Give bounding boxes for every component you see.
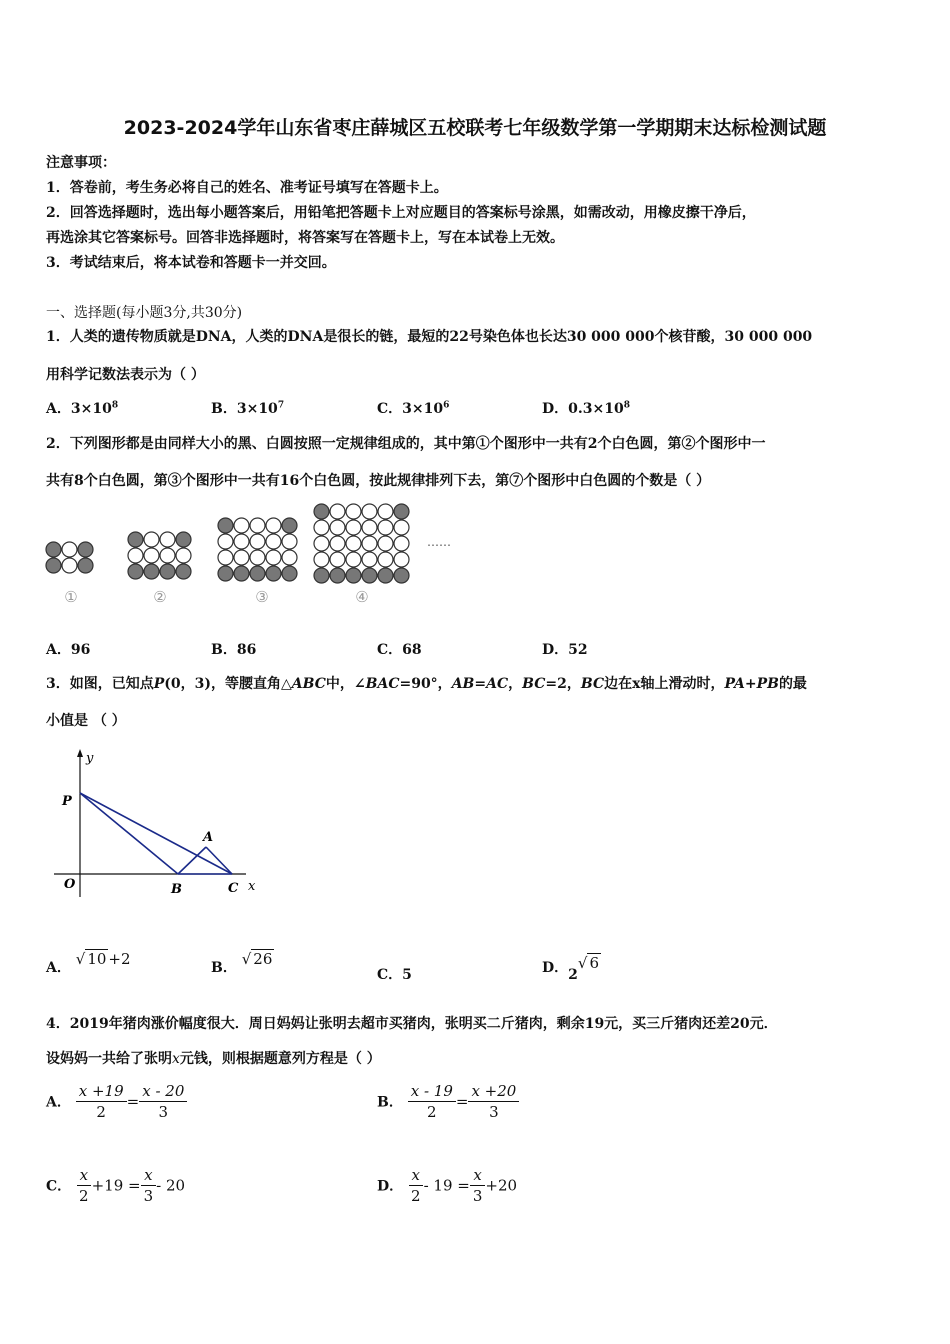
black-circle [330, 568, 345, 583]
white-circle [314, 552, 329, 567]
black-circle [362, 568, 377, 583]
label-c: C [228, 881, 239, 896]
q1-option-b[interactable]: B．$3\times 10^7$ [211, 400, 285, 417]
white-circle [394, 520, 409, 535]
white-circle [314, 520, 329, 535]
black-circle [218, 566, 233, 581]
white-circle [362, 552, 377, 567]
q2-figure-4 [314, 504, 409, 583]
q2-circle-figures [40, 498, 470, 618]
white-circle [266, 550, 281, 565]
q1-option-c[interactable]: C．$3\times 10^6$ [377, 400, 450, 417]
black-circle [346, 568, 361, 583]
white-circle [394, 552, 409, 567]
q3-option-d[interactable]: D．2√ 6 [542, 954, 599, 983]
q2-figure-label-1: ① [64, 588, 78, 606]
page-title: 2023-2024学年山东省枣庄薛城区五校联考七年级数学第一学期期末达标检测试题 [123, 117, 827, 139]
label-a: A [203, 830, 214, 845]
white-circle [234, 518, 249, 533]
black-circle [78, 542, 93, 557]
y-axis-arrow [77, 749, 83, 757]
black-circle [394, 568, 409, 583]
white-circle [330, 520, 345, 535]
black-circle [394, 504, 409, 519]
black-circle [282, 518, 297, 533]
q1-option-a[interactable]: A．$3\times 10^8$ [46, 400, 119, 417]
label-o: O [64, 877, 76, 892]
white-circle [362, 520, 377, 535]
black-circle [378, 568, 393, 583]
q2-figure-3 [218, 518, 297, 581]
white-circle [378, 536, 393, 551]
white-circle [282, 550, 297, 565]
q3-option-b[interactable]: B． √ 26 [211, 950, 273, 976]
white-circle [144, 532, 159, 547]
white-circle [378, 520, 393, 535]
segment-pb [80, 793, 178, 874]
white-circle [330, 552, 345, 567]
black-circle [78, 558, 93, 573]
q4-stem-line2: 设妈妈一共给了张明x元钱，则根据题意列方程是（ ） [46, 1051, 381, 1067]
q2-figure-label-4: ④ [355, 588, 369, 606]
q2-option-d[interactable]: D．52 [542, 642, 588, 658]
q3-option-a[interactable]: A． √ 10 +2 [46, 950, 131, 976]
label-x: x [248, 879, 256, 894]
black-circle [144, 564, 159, 579]
q3-geometry-figure [46, 745, 276, 905]
white-circle [218, 534, 233, 549]
white-circle [394, 536, 409, 551]
black-circle [160, 564, 175, 579]
sqrt-expression: √ 26 [241, 950, 273, 968]
white-circle [314, 536, 329, 551]
black-circle [266, 566, 281, 581]
black-circle [128, 564, 143, 579]
q1-stem-line1: 1．人类的遗传物质就是DNA，人类的DNA是很长的链，最短的22号染色体也长达30 000 000个核苷酸，30 000 000 [46, 329, 813, 345]
white-circle [346, 520, 361, 535]
note-item-2-cont: 再选涂其它答案标号。回答非选择题时，将答案写在答题卡上，写在本试卷上无效。 [46, 230, 564, 246]
q3-stem-line1: 3．如图，已知点P(0，3)，等腰直角△ABC中，∠BAC=90°，AB=AC，BC=2，BC边在x轴上滑动时，PA+PB的最 [46, 676, 807, 692]
black-circle [314, 504, 329, 519]
q2-option-a[interactable]: A．96 [46, 642, 91, 658]
black-circle [250, 566, 265, 581]
white-circle [250, 518, 265, 533]
white-circle [234, 534, 249, 549]
q2-option-c[interactable]: C．68 [377, 642, 422, 658]
white-circle [266, 534, 281, 549]
q3-option-c[interactable]: C．5 [377, 967, 412, 983]
white-circle [144, 548, 159, 563]
white-circle [266, 518, 281, 533]
segment-ac [206, 847, 232, 874]
q4-option-b[interactable]: B． $\frac{x - 19}{2}$ = $\frac{x +20}{3}$ [377, 1082, 519, 1121]
white-circle [346, 536, 361, 551]
q4-option-a[interactable]: A． $\frac{x +19}{2}$ = $\frac{x - 20}{3}$ [46, 1082, 187, 1121]
white-circle [346, 504, 361, 519]
q1-stem-line2: 用科学记数法表示为（ ） [46, 367, 205, 383]
white-circle [160, 548, 175, 563]
black-circle [176, 532, 191, 547]
black-circle [46, 558, 61, 573]
white-circle [128, 548, 143, 563]
white-circle [378, 552, 393, 567]
q3-stem-line2: 小值是 （ ） [46, 713, 126, 729]
label-b: B [171, 882, 182, 897]
q2-figure-1 [46, 542, 93, 573]
note-item-1: 1．答卷前，考生务必将自己的姓名、准考证号填写在答题卡上。 [46, 180, 448, 196]
white-circle [234, 550, 249, 565]
white-circle [218, 550, 233, 565]
segment-ba [178, 847, 206, 874]
white-circle [250, 550, 265, 565]
white-circle [62, 542, 77, 557]
q2-ellipsis: …… [427, 535, 451, 549]
q2-stem-line2: 共有8个白色圆，第③个图形中一共有16个白色圆，按此规律排列下去，第⑦个图形中白色圆的个数是（ ） [46, 473, 711, 489]
black-circle [128, 532, 143, 547]
black-circle [314, 568, 329, 583]
white-circle [330, 504, 345, 519]
black-circle [282, 566, 297, 581]
q2-stem-line1: 2．下列图形都是由同样大小的黑、白圆按照一定规律组成的，其中第①个图形中一共有2个白色圆，第②个图形中一 [46, 436, 766, 452]
white-circle [362, 536, 377, 551]
white-circle [330, 536, 345, 551]
white-circle [362, 504, 377, 519]
section-heading: 一、选择题(每小题3分,共30分) [46, 305, 243, 321]
black-circle [234, 566, 249, 581]
q2-option-b[interactable]: B．86 [211, 642, 257, 658]
black-circle [218, 518, 233, 533]
q2-figure-label-3: ③ [255, 588, 269, 606]
white-circle [250, 534, 265, 549]
white-circle [176, 548, 191, 563]
sqrt-expression: √ 6 [577, 954, 599, 972]
black-circle [176, 564, 191, 579]
sqrt-expression: √ 10 +2 [75, 950, 131, 968]
white-circle [62, 558, 77, 573]
black-circle [46, 542, 61, 557]
note-item-2: 2．回答选择题时，选出每小题答案后，用铅笔把答题卡上对应题目的答案标号涂黑，如需改动，用橡皮擦干净后， [46, 205, 756, 221]
q1-option-d[interactable]: D．$0.3\times 10^8$ [542, 400, 630, 417]
notes-heading: 注意事项： [46, 155, 116, 171]
q4-option-c[interactable]: C． $\frac{x}{2}$ +19 = $\frac{x}{3}$ - 20 [46, 1166, 186, 1205]
q4-option-d[interactable]: D． $\frac{x}{2}$ - 19 = $\frac{x}{3}$ +20 [377, 1166, 518, 1205]
q2-figure-label-2: ② [153, 588, 167, 606]
q2-figure-2 [128, 532, 191, 579]
white-circle [282, 534, 297, 549]
white-circle [378, 504, 393, 519]
label-p: P [62, 794, 72, 809]
white-circle [160, 532, 175, 547]
note-item-3: 3．考试结束后，将本试卷和答题卡一并交回。 [46, 255, 336, 271]
q4-stem-line1: 4．2019年猪肉涨价幅度很大．周日妈妈让张明去超市买猪肉，张明买二斤猪肉，剩余19元，买三斤猪肉还差20元． [46, 1016, 778, 1032]
label-y: y [86, 751, 94, 766]
white-circle [346, 552, 361, 567]
